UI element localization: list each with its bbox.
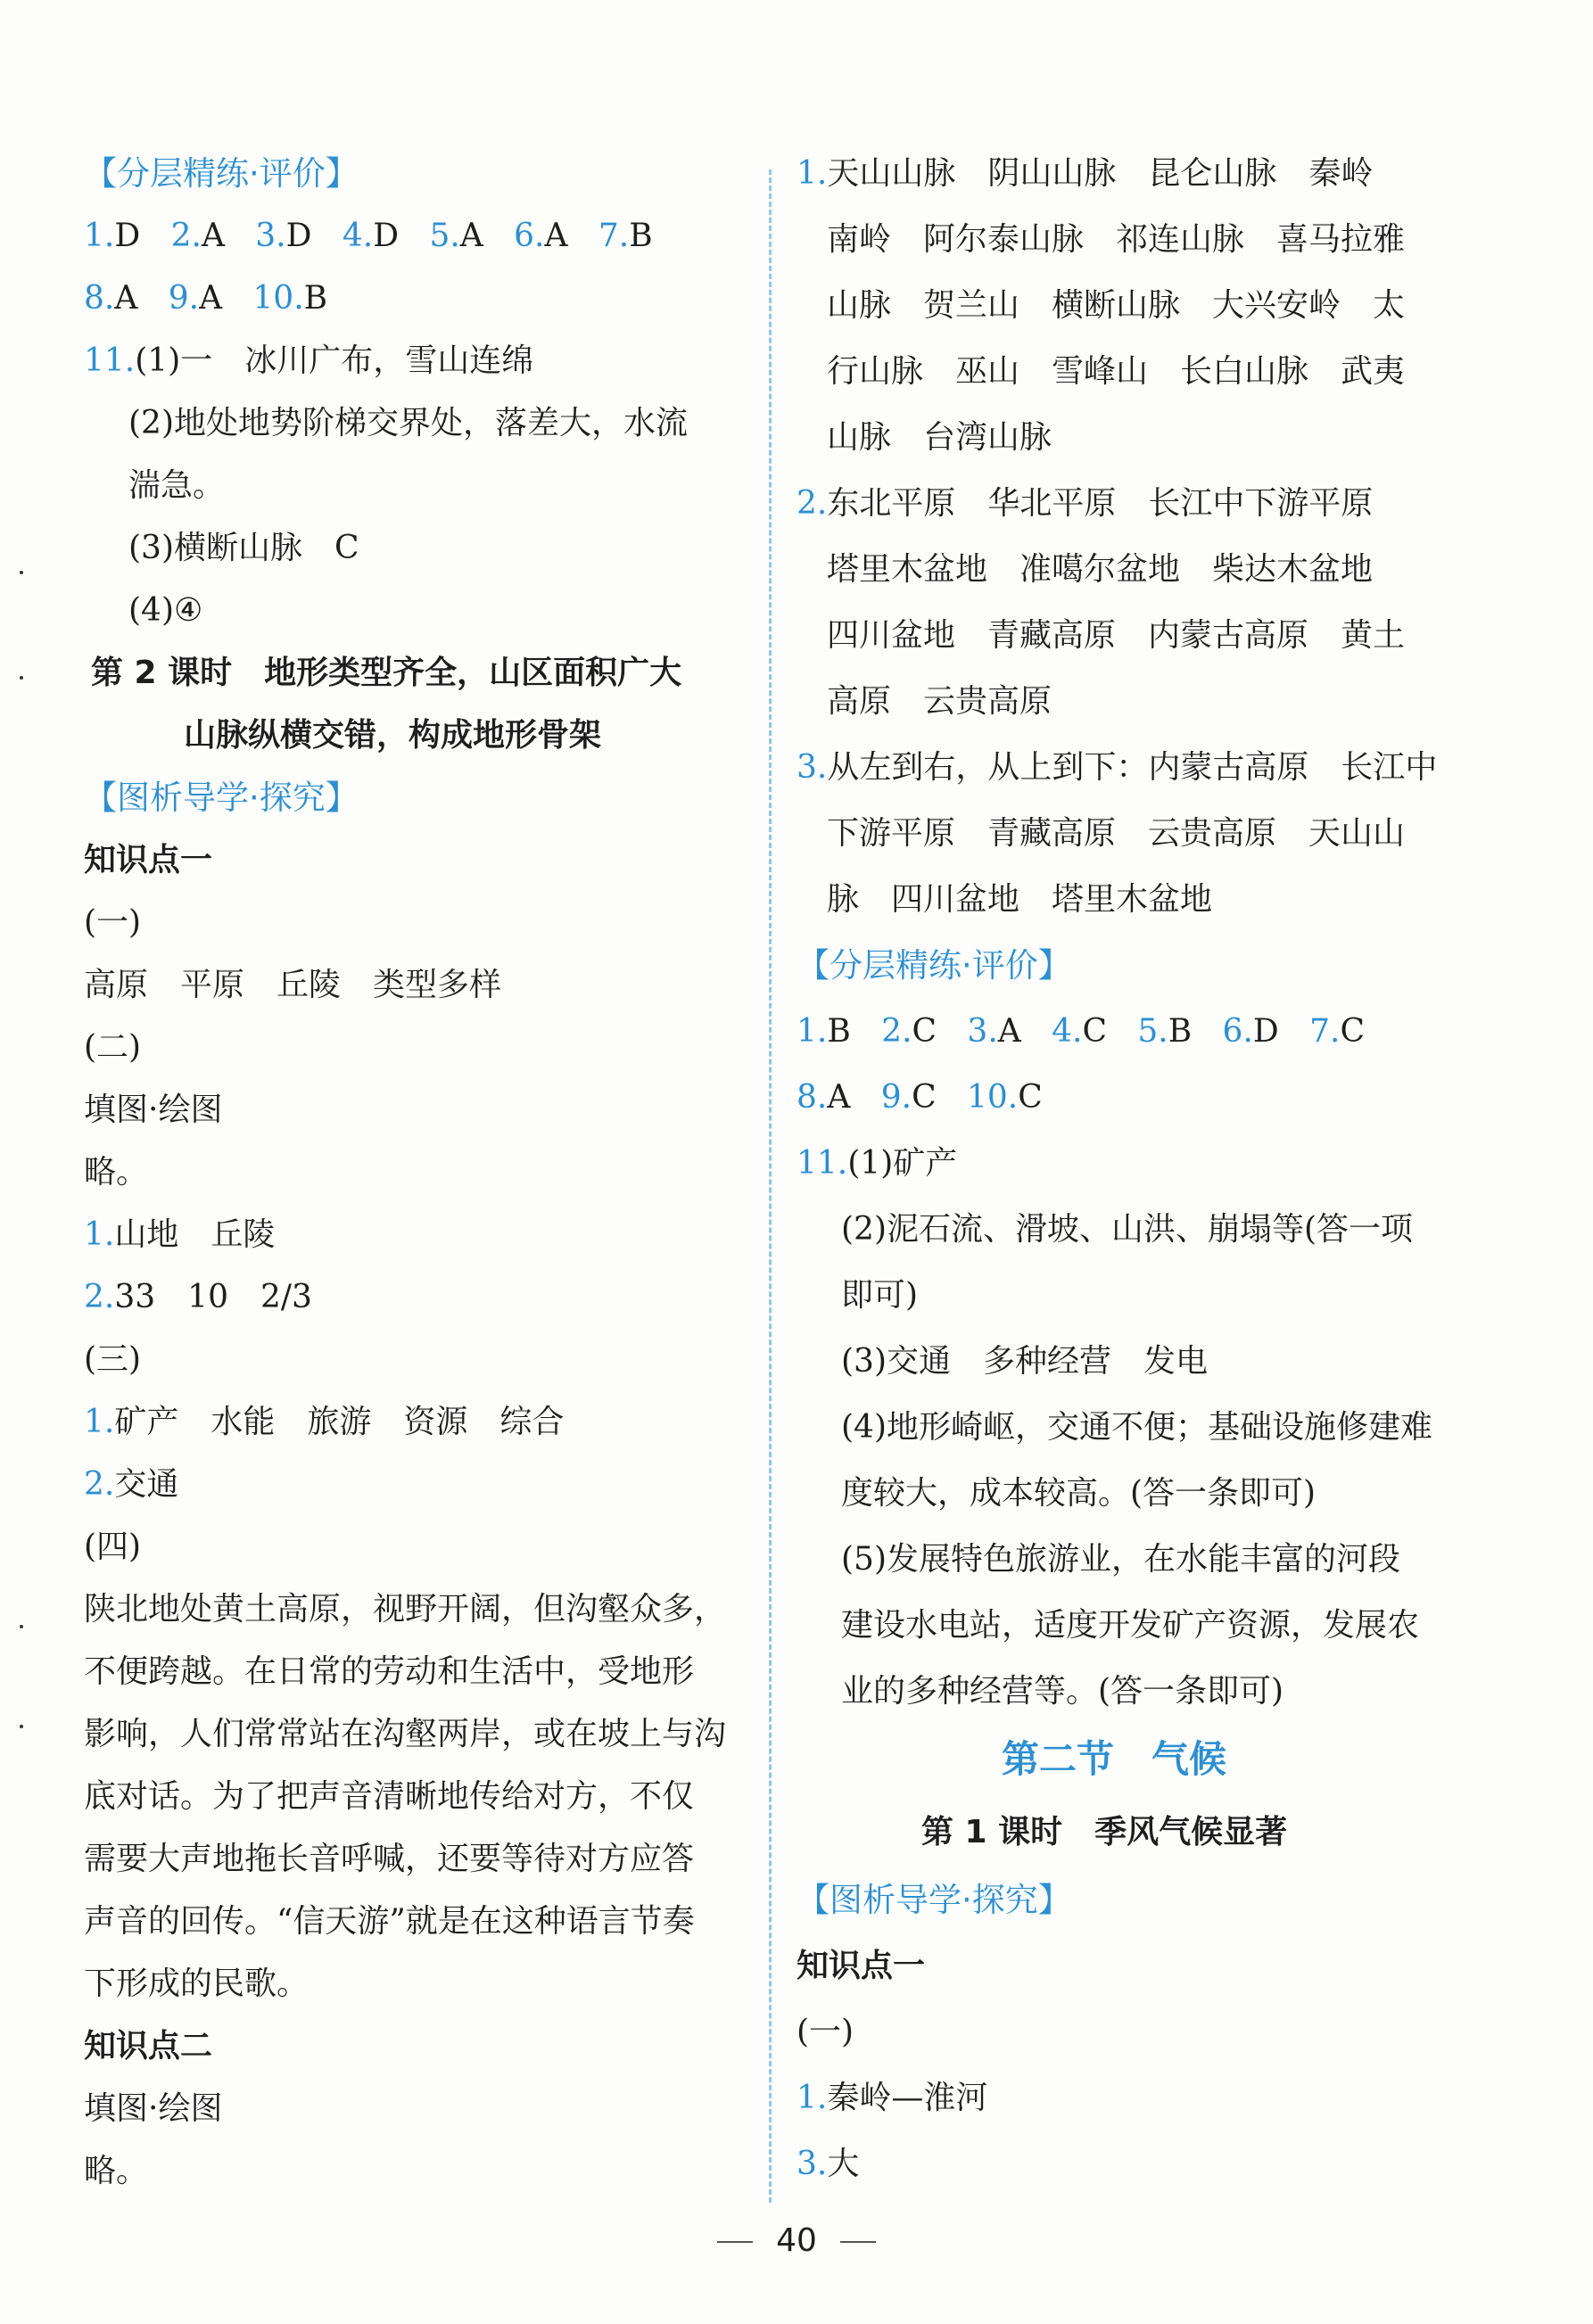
item-number: 3. (796, 2146, 828, 2182)
section-heading: 【图析导学·探究】 (84, 779, 359, 817)
item-number: 2. (84, 1279, 115, 1315)
section-heading: 第 1 课时 季风气候显著 (921, 1814, 1288, 1850)
text-line: 行山脉 巫山 雪峰山 长白山脉 武夷 (827, 353, 1406, 390)
text-line (796, 2076, 987, 2121)
item-answer: A (827, 1079, 851, 1116)
page-footer (0, 2222, 1593, 2259)
text-line: 底对话。为了把声音清晰地传给对方，不仅 (84, 1778, 695, 1815)
item-number: 1. (84, 1216, 115, 1253)
item-number: 4. (1052, 1013, 1083, 1050)
item-answer: 从左到右，从上到下：内蒙古高原 长江中 (827, 749, 1438, 786)
item-number: 6. (514, 218, 545, 254)
text-line: (2)地处地势阶梯交界处，落差大，水流 (128, 405, 688, 441)
item-number: 9. (168, 280, 200, 317)
text-line: 高原 平原 丘陵 类型多样 (84, 967, 502, 1003)
section-heading: 山脉纵横交错，构成地形骨架 (184, 717, 602, 754)
text-line: 填图·绘图 (84, 1092, 223, 1128)
text-line: (4)地形崎岖，交通不便；基础设施修建难 (841, 1409, 1432, 1446)
text-line (796, 1141, 957, 1186)
text-line: 下游平原 青藏高原 云贵高原 天山山 (827, 815, 1406, 852)
text-line: 山脉 贺兰山 横断山脉 大兴安岭 太 (827, 287, 1406, 324)
item-number: 3. (255, 218, 286, 254)
item-number: 10. (252, 280, 304, 317)
text-line: 度较大，成本较高。(答一条即可) (841, 1475, 1316, 1512)
item-answer: B (629, 218, 653, 254)
item-number: 8. (796, 1079, 828, 1116)
item-answer: A (459, 218, 483, 254)
text-line: (4)④ (128, 592, 203, 629)
item-answer: 交通 (114, 1466, 179, 1503)
item-number: 1. (84, 1404, 115, 1440)
item-number: 1. (84, 218, 115, 254)
text-line: (3)交通 多种经营 发电 (841, 1343, 1208, 1380)
item-answer: 33 10 2/3 (114, 1279, 312, 1315)
text-line (796, 1075, 1043, 1120)
text-line (84, 276, 327, 321)
page-number: 40 (776, 2222, 817, 2259)
footer-dash-left (717, 2241, 753, 2243)
text-line: 四川盆地 青藏高原 内蒙古高原 黄土 (827, 617, 1406, 654)
item-number: 1. (796, 1013, 828, 1050)
text-line (796, 1010, 1365, 1054)
item-number: 11. (84, 342, 136, 379)
text-line: 建设水电站，适度开发矿产资源，发展农 (841, 1607, 1420, 1644)
margin-dot (20, 676, 23, 680)
item-answer: 秦岭—淮河 (827, 2080, 988, 2116)
text-line: 填图·绘图 (84, 2090, 223, 2127)
item-answer: A (544, 218, 568, 254)
section-heading: 第 2 课时 地形类型齐全，山区面积广大 (91, 655, 682, 691)
text-line: (一) (796, 2014, 854, 2050)
item-number: 5. (1137, 1013, 1168, 1050)
item-answer: C (912, 1079, 937, 1116)
item-answer: C (1082, 1013, 1108, 1050)
text-line: (二) (84, 1029, 142, 1066)
item-answer: 山地 丘陵 (114, 1216, 276, 1253)
text-line: (四) (84, 1529, 142, 1565)
item-answer: D (1252, 1013, 1279, 1050)
text-line: 不便跨越。在日常的劳动和生活中，受地形 (84, 1653, 695, 1690)
text-line: 略。 (84, 1154, 149, 1191)
text-line (84, 1275, 312, 1320)
item-answer: A (201, 218, 225, 254)
item-answer: C (1018, 1079, 1043, 1116)
item-answer: B (1168, 1013, 1193, 1050)
section-heading: 【分层精练·评价】 (84, 154, 359, 193)
item-answer: A (199, 280, 223, 317)
item-number: 2. (170, 218, 202, 254)
text-line: (三) (84, 1341, 142, 1378)
item-number: 2. (796, 485, 828, 522)
section-heading: 第二节 气候 (1002, 1737, 1227, 1781)
item-number: 9. (880, 1079, 912, 1116)
text-line: 高原 云贵高原 (827, 683, 1052, 720)
item-answer: A (997, 1013, 1021, 1050)
margin-dot (20, 1625, 23, 1628)
section-heading: 【分层精练·评价】 (796, 946, 1071, 985)
text-line: 脉 四川盆地 塔里木盆地 (827, 881, 1213, 918)
item-number: 8. (84, 280, 115, 317)
text-line: 山脉 台湾山脉 (827, 419, 1052, 456)
item-answer: D (114, 218, 141, 254)
item-number: 7. (598, 218, 630, 254)
text-line (84, 214, 653, 259)
text-line: 声音的回传。“信天游”就是在这种语言节奏 (84, 1903, 695, 1940)
item-answer: C (912, 1013, 937, 1050)
section-heading: 知识点一 (796, 1948, 926, 1984)
item-answer: 东北平原 华北平原 长江中下游平原 (827, 485, 1374, 522)
item-answer: (1)矿产 (847, 1145, 958, 1182)
margin-dot (20, 571, 23, 574)
text-line: 塔里木盆地 准噶尔盆地 柴达木盆地 (827, 551, 1374, 588)
text-line: 陕北地处黄土高原，视野开阔，但沟壑众多， (84, 1591, 727, 1628)
item-number: 4. (342, 218, 374, 254)
text-line (796, 482, 1373, 526)
column-divider (769, 169, 772, 2203)
item-number: 2. (84, 1466, 115, 1503)
text-line: 即可) (841, 1277, 919, 1314)
item-answer: D (373, 218, 400, 254)
item-number: 3. (967, 1013, 998, 1050)
item-number: 10. (966, 1079, 1019, 1116)
text-line: 湍急。 (128, 467, 226, 504)
text-line: (5)发展特色旅游业，在水能丰富的河段 (841, 1541, 1400, 1578)
text-line (84, 1400, 564, 1445)
item-answer: 天山山脉 阴山山脉 昆仑山脉 秦岭 (827, 155, 1374, 192)
item-answer: 大 (827, 2146, 860, 2182)
text-line: 业的多种经营等。(答一条即可) (841, 1673, 1284, 1710)
section-heading: 【图析导学·探究】 (796, 1881, 1071, 1919)
item-number: 1. (796, 2080, 828, 2116)
text-line: (2)泥石流、滑坡、山洪、崩塌等(答一项 (841, 1211, 1414, 1248)
text-line: 下形成的民歌。 (84, 1966, 310, 2002)
item-number: 6. (1222, 1013, 1253, 1050)
text-line: 略。 (84, 2153, 149, 2189)
item-number: 3. (796, 749, 828, 786)
item-answer: 矿产 水能 旅游 资源 综合 (114, 1404, 565, 1440)
section-heading: 知识点二 (84, 2028, 213, 2064)
text-line: 南岭 阿尔泰山脉 祁连山脉 喜马拉雅 (827, 221, 1406, 258)
item-answer: B (303, 280, 328, 317)
item-answer: A (114, 280, 138, 317)
item-answer: C (1340, 1013, 1366, 1050)
item-number: 11. (796, 1145, 848, 1182)
text-line (84, 1213, 275, 1257)
item-number: 7. (1309, 1013, 1341, 1050)
item-answer: (1)一 冰川广布，雪山连绵 (135, 342, 534, 379)
text-line (84, 339, 533, 383)
item-answer: D (285, 218, 312, 254)
text-line (796, 746, 1437, 790)
item-number: 1. (796, 155, 828, 192)
text-line: 需要大声地拖长音呼喊，还要等待对方应答 (84, 1841, 695, 1877)
text-line: (3)横断山脉 C (128, 530, 359, 566)
item-number: 5. (429, 218, 460, 254)
footer-dash-right (840, 2241, 876, 2243)
item-answer: B (827, 1013, 851, 1050)
section-heading: 知识点一 (84, 842, 213, 878)
text-line (84, 1463, 178, 1507)
text-line (796, 2142, 859, 2187)
text-line (796, 152, 1373, 196)
margin-dot (20, 1725, 23, 1728)
text-line: (一) (84, 904, 142, 941)
text-line: 影响，人们常常站在沟壑两岸，或在坡上与沟 (84, 1716, 727, 1752)
item-number: 2. (881, 1013, 912, 1050)
